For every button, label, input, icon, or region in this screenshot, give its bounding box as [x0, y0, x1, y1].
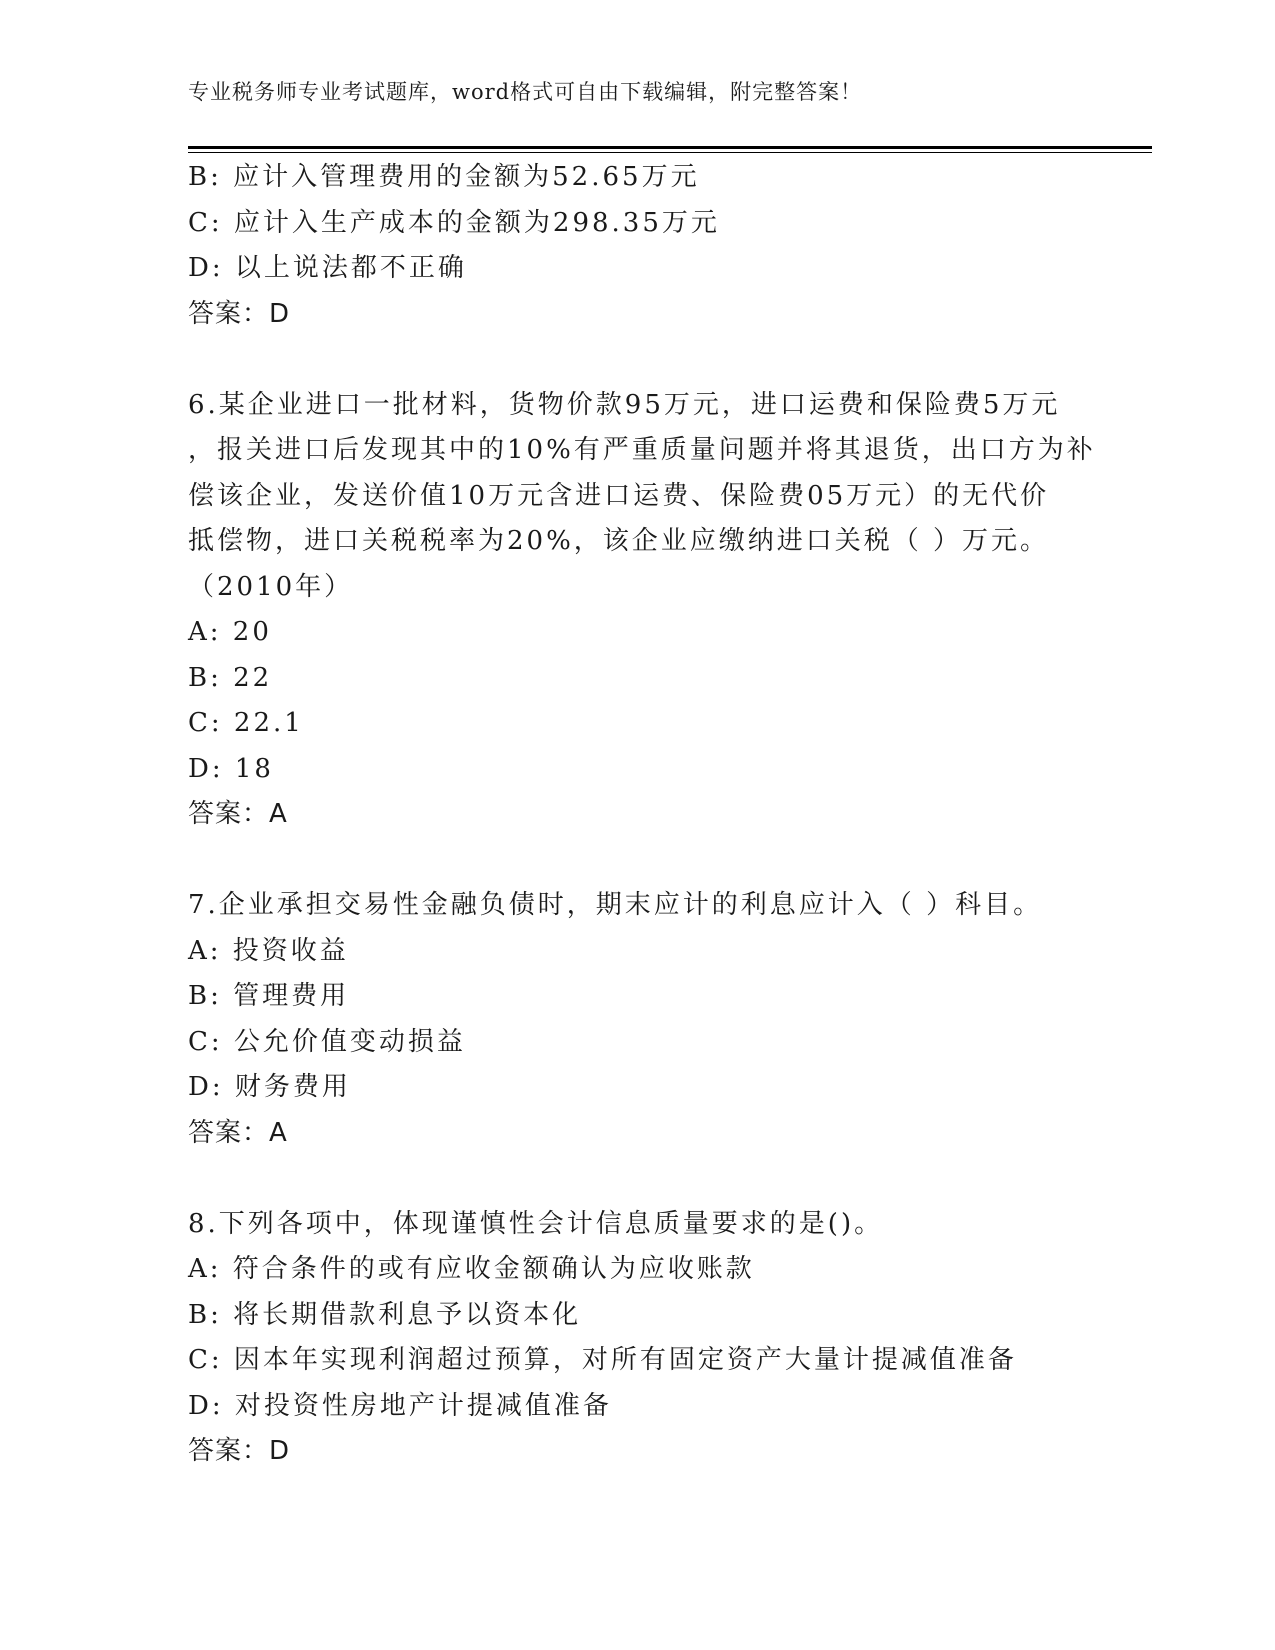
question-8: [188, 1202, 1088, 1475]
option-b: B: 将长期借款利息予以资本化: [188, 1299, 582, 1330]
page-header: 专业税务师专业考试题库，word格式可自由下载编辑，附完整答案！: [188, 80, 863, 104]
spacer: [188, 337, 1088, 383]
option-c: C: 应计入生产成本的金额为298.35万元: [188, 207, 720, 238]
content-area: [188, 155, 1096, 1475]
option-d: D: 以上说法都不正确: [188, 253, 467, 283]
option-b: B: 22: [188, 662, 273, 693]
header-rule-thin: [188, 152, 1152, 153]
option-d: D: 18: [188, 753, 274, 784]
option-b: B: 管理费用: [188, 981, 350, 1011]
option-c: C: 22.1: [188, 708, 304, 738]
question-stem-line: 偿该企业，发送价值10万元含进口运费、保险费05万元）的无代价: [188, 480, 1050, 511]
answer-line: 答案：D: [188, 1436, 291, 1466]
question-7: [188, 883, 1088, 1156]
question-5-partial: [188, 155, 1088, 337]
option-a: A: 20: [188, 617, 272, 647]
answer-line: 答案：D: [188, 298, 291, 329]
question-stem-line: 6.某企业进口一批材料，货物价款95万元，进口运费和保险费5万元: [188, 389, 1061, 420]
option-a: A: 投资收益: [188, 935, 349, 966]
question-stem-line: 抵偿物，进口关税税率为20%，该企业应缴纳进口关税（ ）万元。: [188, 526, 1050, 556]
option-c: C: 因本年实现利润超过预算，对所有固定资产大量计提减值准备: [188, 1345, 1017, 1375]
question-6: [188, 383, 1096, 838]
option-b: B: 应计入管理费用的金额为52.65万元: [188, 162, 700, 192]
question-stem-line: ，报关进口后发现其中的10%有严重质量问题并将其退货，出口方为补: [188, 435, 1096, 465]
question-stem-line: 7.企业承担交易性金融负债时，期末应计的利息应计入（ ）科目。: [188, 890, 1043, 920]
answer-line: 答案：A: [188, 799, 288, 829]
header-rule-thick: [188, 146, 1152, 149]
question-stem-line: （2010年）: [188, 571, 354, 602]
spacer: [188, 838, 1088, 884]
spacer: [188, 1156, 1088, 1202]
option-d: D: 财务费用: [188, 1072, 351, 1102]
answer-line: 答案：A: [188, 1117, 288, 1148]
question-stem-line: 8.下列各项中，体现谨慎性会计信息质量要求的是()。: [188, 1208, 884, 1239]
option-d: D: 对投资性房地产计提减值准备: [188, 1390, 612, 1421]
option-a: A: 符合条件的或有应收金额确认为应收账款: [188, 1254, 755, 1284]
option-c: C: 公允价值变动损益: [188, 1026, 466, 1057]
